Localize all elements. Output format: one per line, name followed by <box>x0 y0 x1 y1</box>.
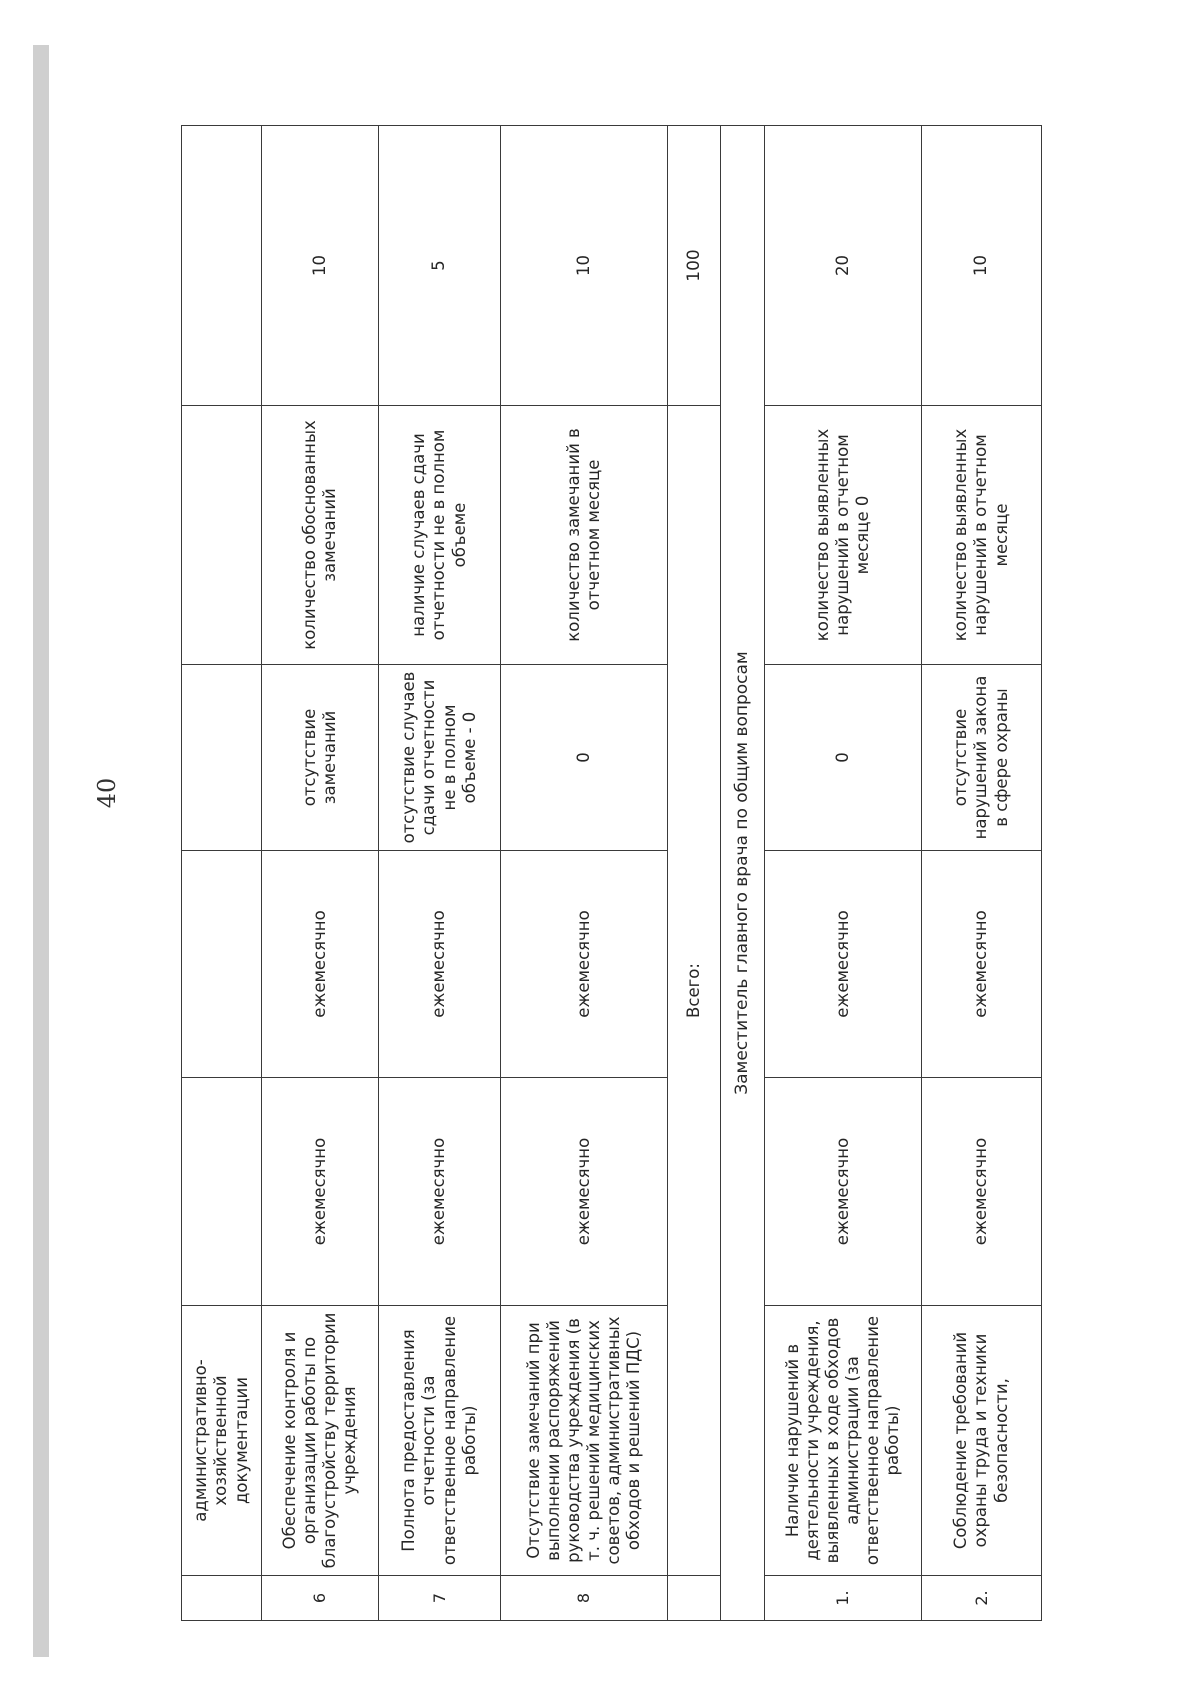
indicator-cell: административно-хозяйственной документации <box>182 1306 262 1576</box>
measure-cell: количество выявленных нарушений в отчетном месяце <box>922 406 1042 665</box>
criterion-cell: 0 <box>765 665 922 851</box>
section-title: Заместитель главного врача по общим вопросам <box>721 126 765 1621</box>
points-cell: 10 <box>501 126 668 406</box>
table-row <box>922 126 1042 1621</box>
total-number-cell <box>668 1576 721 1621</box>
payment-period-cell: ежемесячно <box>922 851 1042 1078</box>
points-cell: 10 <box>922 126 1042 406</box>
assessment-period-cell <box>182 1078 262 1306</box>
criterion-cell: отсутствие замечаний <box>262 665 379 851</box>
total-row <box>668 126 721 1621</box>
indicator-cell: Соблюдение требований охраны труда и техники безопасности, <box>922 1306 1042 1576</box>
table-row <box>765 126 922 1621</box>
row-number: 2. <box>922 1576 1042 1621</box>
criterion-cell: отсутствие нарушений закона в сфере охраны <box>922 665 1042 851</box>
table-row <box>379 126 501 1621</box>
points-cell: 20 <box>765 126 922 406</box>
measure-cell <box>182 406 262 665</box>
measure-cell: количество обоснованных замечаний <box>262 406 379 665</box>
row-number: 1. <box>765 1576 922 1621</box>
measure-cell: количество замечаний в отчетном месяце <box>501 406 668 665</box>
payment-period-cell: ежемесячно <box>262 851 379 1078</box>
indicator-cell: Обеспечение контроля и организации работы по благоустройству территории учреждения <box>262 1306 379 1576</box>
section-heading-row <box>721 126 765 1621</box>
payment-period-cell: ежемесячно <box>501 851 668 1078</box>
points-cell: 10 <box>262 126 379 406</box>
payment-period-cell <box>182 851 262 1078</box>
table-row <box>182 126 262 1621</box>
criteria-table <box>181 125 1042 1621</box>
measure-cell: количество выявленных нарушений в отчетном месяце 0 <box>765 406 922 665</box>
criterion-cell <box>182 665 262 851</box>
row-number: 8 <box>501 1576 668 1621</box>
assessment-period-cell: ежемесячно <box>262 1078 379 1306</box>
criterion-cell: 0 <box>501 665 668 851</box>
assessment-period-cell: ежемесячно <box>379 1078 501 1306</box>
indicator-cell: Полнота предоставления отчетности (за ответственное направление работы) <box>379 1306 501 1576</box>
table-row <box>501 126 668 1621</box>
indicator-cell: Наличие нарушений в деятельности учреждения, выявленных в ходе обходов администрации (за ответственное направление работы) <box>765 1306 922 1576</box>
points-cell: 5 <box>379 126 501 406</box>
row-number: 7 <box>379 1576 501 1621</box>
scan-edge-strip <box>33 45 49 1657</box>
assessment-period-cell: ежемесячно <box>501 1078 668 1306</box>
payment-period-cell: ежемесячно <box>379 851 501 1078</box>
payment-period-cell: ежемесячно <box>765 851 922 1078</box>
measure-cell: наличие случаев сдачи отчетности не в полном объеме <box>379 406 501 665</box>
rotated-table-container <box>181 126 1041 1621</box>
indicator-cell: Отсутствие замечаний при выполнении распоряжений руководства учреждения (в т. ч. решений медицинских советов, административных обходов и решений ПДС) <box>501 1306 668 1576</box>
points-cell <box>182 126 262 406</box>
total-label: Всего: <box>668 406 721 1576</box>
assessment-period-cell: ежемесячно <box>765 1078 922 1306</box>
table-row <box>262 126 379 1621</box>
row-number: 6 <box>262 1576 379 1621</box>
row-number <box>182 1576 262 1621</box>
page-number: 40 <box>93 777 121 809</box>
assessment-period-cell: ежемесячно <box>922 1078 1042 1306</box>
total-value: 100 <box>668 126 721 406</box>
criterion-cell: отсутствие случаев сдачи отчетности не в полном объеме - 0 <box>379 665 501 851</box>
